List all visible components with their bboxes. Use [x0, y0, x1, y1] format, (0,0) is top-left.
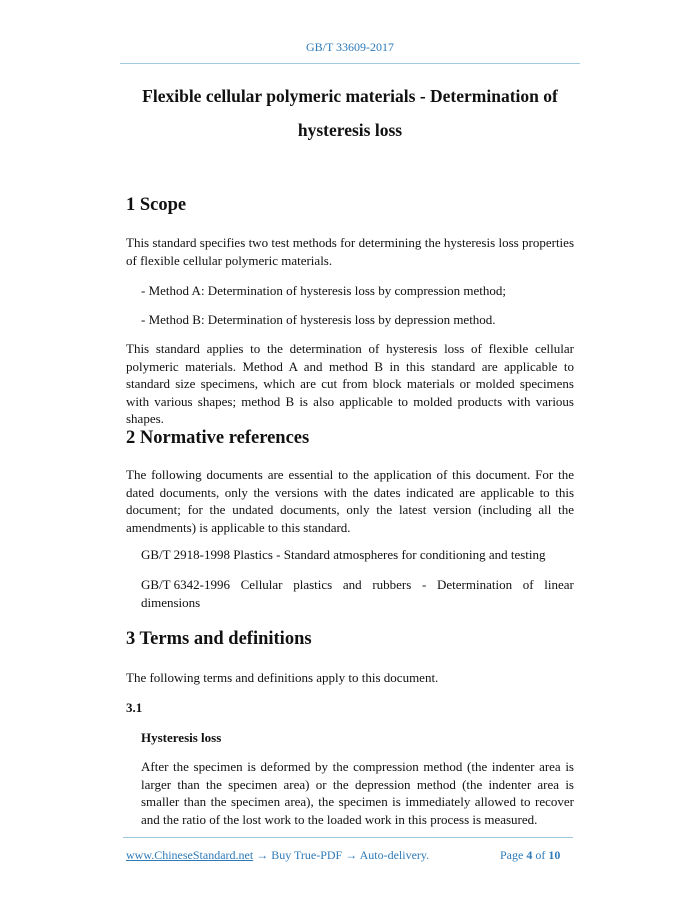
- buy-true-pdf-text: Buy True-PDF: [271, 848, 343, 862]
- footer-purchase-line: [126, 848, 429, 863]
- document-code-header: GB/T 33609-2017: [305, 40, 395, 54]
- normative-reference-2-line2: dimensions: [141, 594, 201, 610]
- document-title-line2: hysteresis loss: [297, 120, 403, 140]
- normative-reference-1: GB/T 2918-1998 Plastics - Standard atmospheres for conditioning and testing: [141, 547, 546, 562]
- ref2-word: Determination: [437, 577, 513, 592]
- page-indicator: [500, 848, 560, 863]
- ref2-word: GB/T 6342-1996: [141, 577, 230, 592]
- normative-reference-2-line1: [141, 576, 574, 594]
- ref2-word: plastics: [293, 577, 333, 592]
- ref2-word: linear: [544, 577, 574, 592]
- section-heading-scope: 1 Scope: [126, 195, 187, 215]
- page-current: 4: [526, 848, 533, 862]
- normative-reference-2: [141, 576, 574, 611]
- term-number: 3.1: [126, 700, 143, 715]
- scope-paragraph-1: This standard specifies two test methods for determining the hysteresis loss properties of flexible cellular polymeric materials.: [126, 235, 574, 268]
- ref2-word: Cellular: [240, 577, 283, 592]
- scope-method-a: - Method A: Determination of hysteresis loss by compression method;: [141, 283, 507, 298]
- page-total: 10: [548, 848, 561, 862]
- footer-divider: [123, 837, 573, 838]
- ref2-word: rubbers: [372, 577, 412, 592]
- arrow-right-icon: →: [345, 848, 358, 862]
- terms-paragraph-1: The following terms and definitions apply to this document.: [126, 670, 439, 685]
- page-of: of: [535, 848, 546, 862]
- document-title-line1: Flexible cellular polymeric materials - Determination of: [142, 86, 558, 106]
- term-title: Hysteresis loss: [141, 730, 222, 745]
- header-divider: [120, 63, 580, 64]
- ref2-word: and: [342, 577, 362, 592]
- scope-method-b: - Method B: Determination of hysteresis loss by depression method.: [141, 312, 496, 327]
- arrow-right-icon: →: [256, 848, 269, 862]
- normative-paragraph-1: The following documents are essential to the application of this document. For the dated documents, only the versions with the dates indicated are applicable to this document; for the undated documents, only the latest version (including all the amendments) is applicable to this standard.: [126, 467, 574, 535]
- term-definition: After the specimen is deformed by the compression method (the indenter area is larger than the specimen area) or the depression method (the indenter area is smaller than the specimen area), the specimen is immediately allowed to recover and the ratio of the lost work to the loaded work in this process is measured.: [141, 759, 574, 827]
- auto-delivery-text: Auto-delivery.: [359, 848, 430, 862]
- page-label: Page: [500, 848, 524, 862]
- section-heading-terms-definitions: 3 Terms and definitions: [126, 629, 312, 649]
- ref2-word: of: [522, 577, 534, 592]
- scope-paragraph-2: This standard applies to the determination of hysteresis loss of flexible cellular polymeric materials. Method A and method B in this standard are applicable to standard size specimens, which are cut from block materials or molded specimens with various shapes; method B is also applicable to molded products with various shapes.: [126, 341, 574, 426]
- site-link[interactable]: www.ChineseStandard.net: [126, 848, 254, 862]
- ref2-word: -: [422, 577, 427, 592]
- section-heading-normative-references: 2 Normative references: [126, 428, 310, 448]
